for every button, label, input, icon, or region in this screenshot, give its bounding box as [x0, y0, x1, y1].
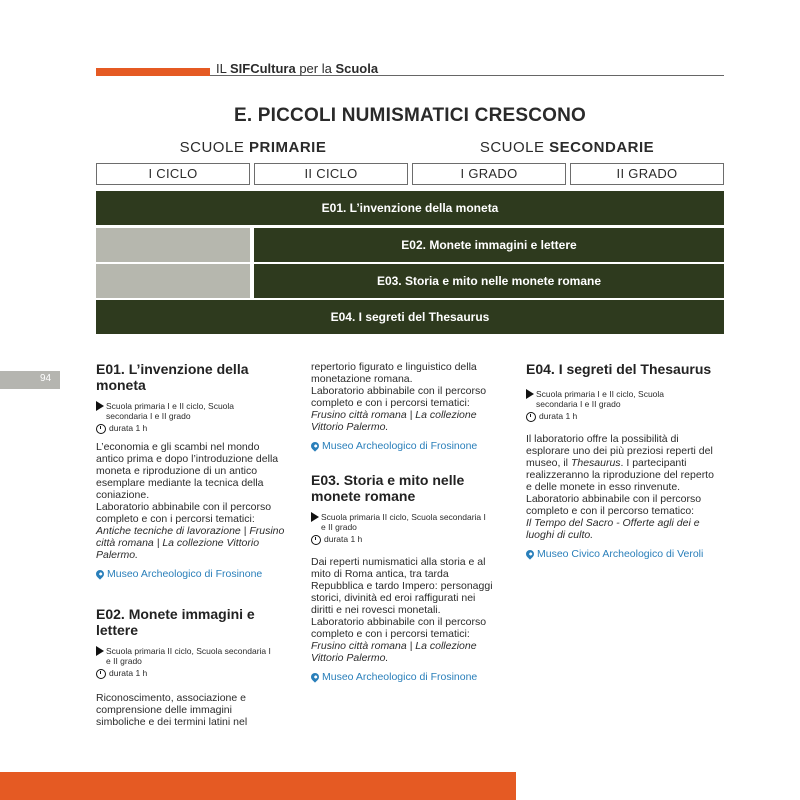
lab-title-e01: E01. L’invenzione della moneta [96, 361, 249, 393]
lab-title-e04: E04. I segreti del Thesaurus [526, 361, 712, 377]
audience: Scuola primaria II ciclo, Scuola secondaria I e II grado durata 1 h [96, 646, 296, 679]
play-icon [526, 389, 534, 399]
audience: Scuola primaria II ciclo, Scuola secondaria I e II grado durata 1 h [311, 512, 511, 545]
primary-schools-heading: SCUOLE PRIMARIE [179, 139, 327, 156]
column-middle [311, 361, 511, 683]
cycle-header: II GRADO [570, 163, 724, 185]
footer-accent-bar [0, 772, 516, 800]
clock-icon [311, 535, 321, 545]
location-pin-icon [309, 440, 320, 451]
location-pin-icon [94, 568, 105, 579]
cycle-header: I GRADO [412, 163, 566, 185]
duration: durata 1 h [109, 423, 148, 433]
empty-cell [96, 228, 250, 262]
play-icon [96, 401, 104, 411]
description: L’economia e gli scambi nel mondo antico prima e dopo l’introduzione della moneta e riproduzione di un antico esemplare mediante la tecnica della coniazione. Laboratorio abbinabile con il percorso completo e con i percorsi tematici: Antiche tecniche di lavorazione | Frusino città romana | La collezione Vittorio Palermo. [96, 441, 285, 561]
cycle-header: I CICLO [96, 163, 250, 185]
location-link[interactable]: Museo Civico Archeologico di Veroli [526, 548, 726, 560]
location-link[interactable]: Museo Archeologico di Frosinone [311, 440, 511, 452]
column-left [96, 361, 296, 728]
location-pin-icon [524, 548, 535, 559]
location-pin-icon [309, 671, 320, 682]
description: Dai reperti numismatici alla storia e al mito di Roma antica, tra tarda Repubblica e tardo Impero: personaggi storici, divinità ed eroi raffigurati nei diritti e nei rovesci monetali. Laboratorio abbinabile con il percorso completo e con i percorsi tematici: Frusino città romana | La collezione Vittorio Palermo. [311, 556, 493, 664]
description: Riconoscimento, associazione e comprensione delle immagini simboliche e dei termini latini nel [96, 692, 248, 728]
location-link[interactable]: Museo Archeologico di Frosinone [96, 568, 296, 580]
lab-bar-e04: E04. I segreti del Thesaurus [96, 300, 724, 334]
lab-bar-e01: E01. L’invenzione della moneta [96, 191, 724, 225]
section-title: E. PICCOLI NUMISMATICI CRESCONO [233, 105, 587, 126]
header-accent-bar [96, 68, 210, 76]
column-right [526, 361, 726, 560]
lab-title-e02: E02. Monete immagini e lettere [96, 606, 255, 638]
play-icon [311, 512, 319, 522]
clock-icon [526, 412, 536, 422]
header-title: IL SIFCultura per la Scuola [216, 61, 379, 76]
play-icon [96, 646, 104, 656]
description: Il laboratorio offre la possibilità di esplorare uno dei più preziosi reperti del museo, il Thesaurus. I partecipanti realizzeranno la riproduzione del reperto e delle monete in esso rinvenute. Laboratorio abbinabile con il percorso completo e con il percorso tematico: Il Tempo del Sacro - Offerte agli dei e luoghi di culto. [526, 433, 714, 541]
empty-cell [96, 264, 250, 298]
cycle-header: II CICLO [254, 163, 408, 185]
clock-icon [96, 669, 106, 679]
duration: durata 1 h [324, 534, 363, 544]
secondary-schools-heading: SCUOLE SECONDARIE [479, 139, 655, 156]
audience: Scuola primaria I e II ciclo, Scuola secondaria I e II grado durata 1 h [96, 401, 296, 434]
lab-title-e03: E03. Storia e mito nelle monete romane [311, 472, 465, 504]
duration: durata 1 h [539, 411, 578, 421]
lab-bar-e03: E03. Storia e mito nelle monete romane [254, 264, 724, 298]
location-link[interactable]: Museo Archeologico di Frosinone [311, 671, 511, 683]
audience: Scuola primaria I e II ciclo, Scuola secondaria I e II grado durata 1 h [526, 389, 726, 422]
page-number: 94 [40, 373, 52, 384]
description-continued: repertorio figurato e linguistico della monetazione romana. Laboratorio abbinabile con il percorso completo e con i percorsi tematici: Frusino città romana | La collezione Vittorio Palermo. [311, 361, 487, 433]
lab-bar-e02: E02. Monete immagini e lettere [254, 228, 724, 262]
duration: durata 1 h [109, 668, 148, 678]
clock-icon [96, 424, 106, 434]
